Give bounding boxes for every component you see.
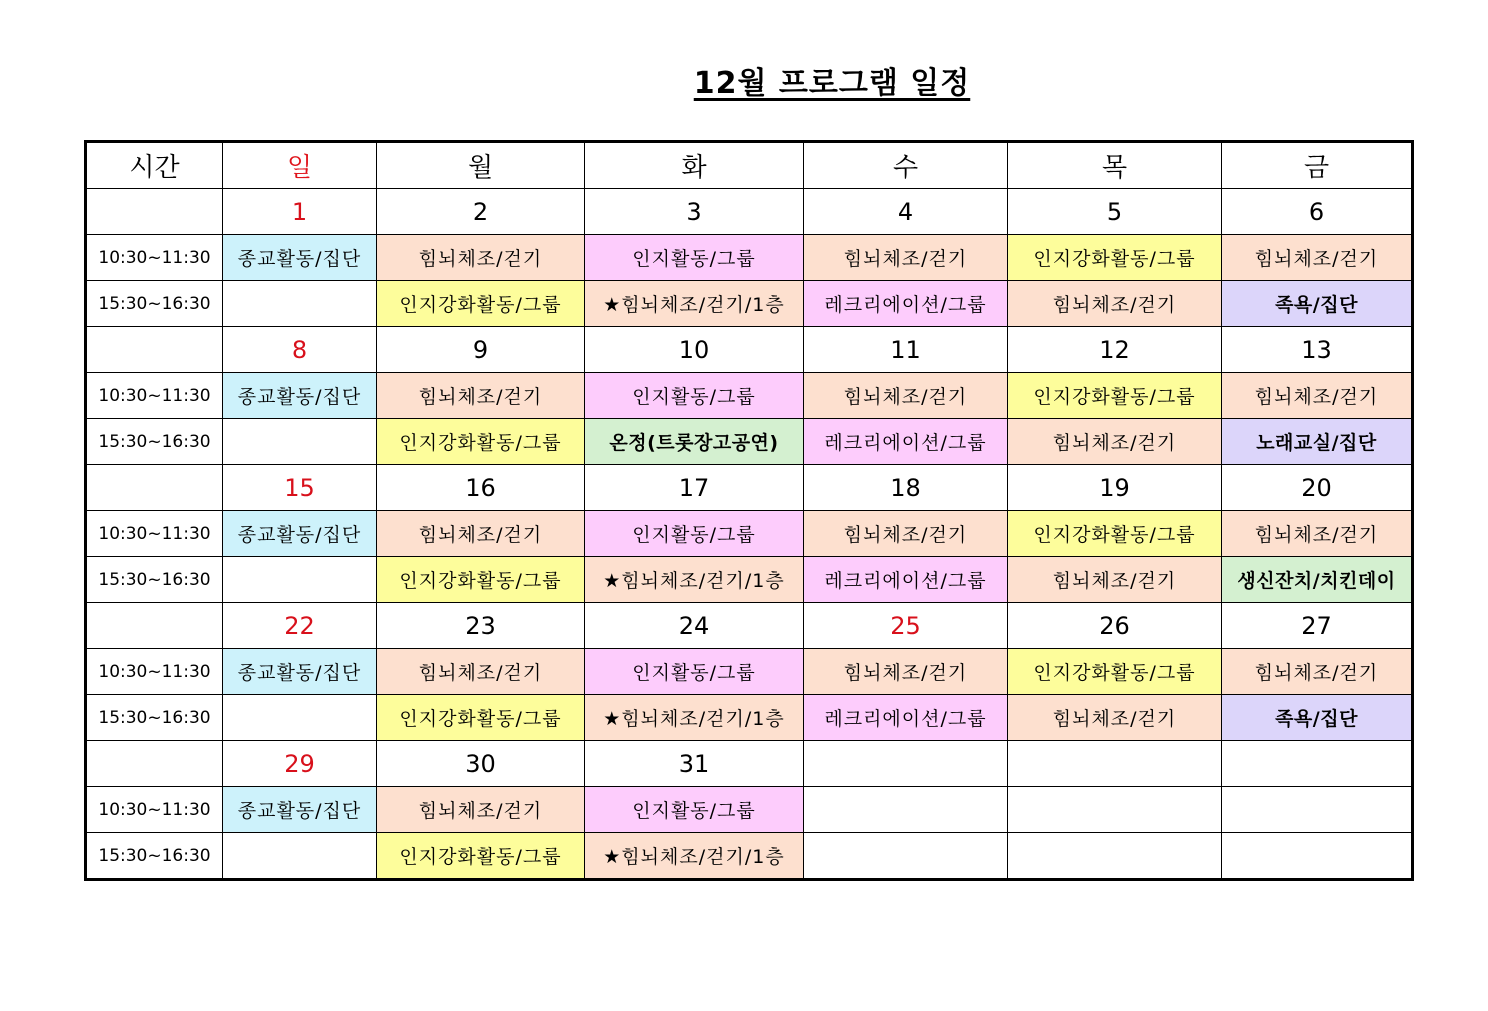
activity-cell: 종교활동/집단 xyxy=(223,373,377,419)
activity-cell xyxy=(223,419,377,465)
activity-cell: 종교활동/집단 xyxy=(223,649,377,695)
activity-cell: 힘뇌체조/걷기 xyxy=(804,649,1008,695)
activity-cell xyxy=(223,833,377,880)
date-cell: 12 xyxy=(1008,327,1222,373)
header-time: 시간 xyxy=(86,142,223,189)
date-cell: 5 xyxy=(1008,189,1222,235)
activity-cell: 인지활동/그룹 xyxy=(585,787,804,833)
activity-cell: 인지강화활동/그룹 xyxy=(1008,649,1222,695)
activity-cell: 종교활동/집단 xyxy=(223,511,377,557)
activity-cell: ★힘뇌체조/걷기/1층 xyxy=(585,695,804,741)
date-cell: 25 xyxy=(804,603,1008,649)
time-slot: 10:30~11:30 xyxy=(86,511,223,557)
date-cell: 13 xyxy=(1222,327,1413,373)
activity-row-pm xyxy=(86,281,1413,327)
date-cell: 15 xyxy=(223,465,377,511)
activity-cell xyxy=(1222,833,1413,880)
activity-cell: ★힘뇌체조/걷기/1층 xyxy=(585,557,804,603)
activity-cell: 인지강화활동/그룹 xyxy=(377,557,585,603)
activity-cell: ★힘뇌체조/걷기/1층 xyxy=(585,281,804,327)
activity-cell: 종교활동/집단 xyxy=(223,787,377,833)
date-cell: 11 xyxy=(804,327,1008,373)
activity-cell: 힘뇌체조/걷기 xyxy=(377,511,585,557)
date-row-time-blank xyxy=(86,741,223,787)
schedule-body xyxy=(86,142,1413,880)
activity-cell: 힘뇌체조/걷기 xyxy=(1222,235,1413,281)
activity-row-am xyxy=(86,235,1413,281)
header-mon: 월 xyxy=(377,142,585,189)
activity-cell xyxy=(804,787,1008,833)
date-cell: 30 xyxy=(377,741,585,787)
activity-cell: 인지강화활동/그룹 xyxy=(1008,373,1222,419)
activity-cell: 힘뇌체조/걷기 xyxy=(377,649,585,695)
schedule-table xyxy=(84,140,1414,881)
activity-cell: 힘뇌체조/걷기 xyxy=(1222,649,1413,695)
activity-cell: 힘뇌체조/걷기 xyxy=(1008,281,1222,327)
time-slot: 10:30~11:30 xyxy=(86,235,223,281)
activity-row-am xyxy=(86,511,1413,557)
header-sun: 일 xyxy=(223,142,377,189)
date-row xyxy=(86,741,1413,787)
activity-cell xyxy=(223,695,377,741)
time-slot: 10:30~11:30 xyxy=(86,649,223,695)
header-wed: 수 xyxy=(804,142,1008,189)
date-cell: 1 xyxy=(223,189,377,235)
date-cell: 19 xyxy=(1008,465,1222,511)
activity-cell: 힘뇌체조/걷기 xyxy=(1008,419,1222,465)
activity-cell: 힘뇌체조/걷기 xyxy=(1222,373,1413,419)
activity-cell: 노래교실/집단 xyxy=(1222,419,1413,465)
date-cell xyxy=(1222,741,1413,787)
date-cell: 22 xyxy=(223,603,377,649)
activity-cell: 인지활동/그룹 xyxy=(585,235,804,281)
date-cell: 18 xyxy=(804,465,1008,511)
date-cell: 3 xyxy=(585,189,804,235)
date-row-time-blank xyxy=(86,189,223,235)
date-row-time-blank xyxy=(86,465,223,511)
activity-cell: 힘뇌체조/걷기 xyxy=(377,787,585,833)
activity-cell: 생신잔치/치킨데이 xyxy=(1222,557,1413,603)
activity-cell: 인지강화활동/그룹 xyxy=(377,281,585,327)
activity-cell: ★힘뇌체조/걷기/1층 xyxy=(585,833,804,880)
date-cell xyxy=(804,741,1008,787)
header-thu: 목 xyxy=(1008,142,1222,189)
time-slot: 10:30~11:30 xyxy=(86,373,223,419)
activity-cell: 인지강화활동/그룹 xyxy=(377,695,585,741)
activity-cell: 인지강화활동/그룹 xyxy=(377,419,585,465)
activity-cell: 족욕/집단 xyxy=(1222,695,1413,741)
activity-row-pm xyxy=(86,833,1413,880)
activity-cell xyxy=(1222,787,1413,833)
activity-cell: 힘뇌체조/걷기 xyxy=(377,373,585,419)
date-cell: 26 xyxy=(1008,603,1222,649)
activity-cell xyxy=(1008,833,1222,880)
activity-cell: 레크리에이션/그룹 xyxy=(804,281,1008,327)
date-row xyxy=(86,189,1413,235)
activity-cell: 힘뇌체조/걷기 xyxy=(377,235,585,281)
activity-cell xyxy=(1008,787,1222,833)
activity-cell: 힘뇌체조/걷기 xyxy=(804,511,1008,557)
activity-row-am xyxy=(86,649,1413,695)
activity-row-am xyxy=(86,787,1413,833)
activity-row-am xyxy=(86,373,1413,419)
activity-cell: 힘뇌체조/걷기 xyxy=(1008,557,1222,603)
date-row xyxy=(86,327,1413,373)
date-cell: 8 xyxy=(223,327,377,373)
date-cell: 6 xyxy=(1222,189,1413,235)
date-cell: 20 xyxy=(1222,465,1413,511)
time-slot: 15:30~16:30 xyxy=(86,281,223,327)
activity-cell: 인지강화활동/그룹 xyxy=(377,833,585,880)
activity-cell xyxy=(223,281,377,327)
page-title-wrap xyxy=(0,58,1488,101)
activity-cell: 종교활동/집단 xyxy=(223,235,377,281)
activity-cell: 인지활동/그룹 xyxy=(585,511,804,557)
date-cell: 17 xyxy=(585,465,804,511)
activity-cell: 인지활동/그룹 xyxy=(585,649,804,695)
activity-cell: 힘뇌체조/걷기 xyxy=(804,235,1008,281)
date-cell: 10 xyxy=(585,327,804,373)
time-slot: 10:30~11:30 xyxy=(86,787,223,833)
date-cell: 24 xyxy=(585,603,804,649)
activity-row-pm xyxy=(86,695,1413,741)
time-slot: 15:30~16:30 xyxy=(86,419,223,465)
date-row xyxy=(86,465,1413,511)
header-row xyxy=(86,142,1413,189)
time-slot: 15:30~16:30 xyxy=(86,557,223,603)
activity-cell xyxy=(804,833,1008,880)
activity-cell: 인지활동/그룹 xyxy=(585,373,804,419)
activity-cell: 족욕/집단 xyxy=(1222,281,1413,327)
date-cell: 16 xyxy=(377,465,585,511)
page-title: 12월 프로그램 일정 xyxy=(693,66,971,101)
activity-cell: 레크리에이션/그룹 xyxy=(804,419,1008,465)
activity-cell: 인지강화활동/그룹 xyxy=(1008,235,1222,281)
date-cell: 4 xyxy=(804,189,1008,235)
date-cell: 9 xyxy=(377,327,585,373)
date-cell: 23 xyxy=(377,603,585,649)
date-cell: 27 xyxy=(1222,603,1413,649)
date-cell: 31 xyxy=(585,741,804,787)
date-cell: 29 xyxy=(223,741,377,787)
activity-cell: 레크리에이션/그룹 xyxy=(804,695,1008,741)
header-fri: 금 xyxy=(1222,142,1413,189)
activity-cell: 힘뇌체조/걷기 xyxy=(804,373,1008,419)
date-cell xyxy=(1008,741,1222,787)
activity-cell: 인지강화활동/그룹 xyxy=(1008,511,1222,557)
activity-cell: 온정(트롯장고공연) xyxy=(585,419,804,465)
activity-row-pm xyxy=(86,419,1413,465)
date-row-time-blank xyxy=(86,327,223,373)
date-row-time-blank xyxy=(86,603,223,649)
date-row xyxy=(86,603,1413,649)
activity-cell xyxy=(223,557,377,603)
header-tue: 화 xyxy=(585,142,804,189)
activity-row-pm xyxy=(86,557,1413,603)
date-cell: 2 xyxy=(377,189,585,235)
activity-cell: 힘뇌체조/걷기 xyxy=(1008,695,1222,741)
activity-cell: 힘뇌체조/걷기 xyxy=(1222,511,1413,557)
time-slot: 15:30~16:30 xyxy=(86,695,223,741)
activity-cell: 레크리에이션/그룹 xyxy=(804,557,1008,603)
time-slot: 15:30~16:30 xyxy=(86,833,223,880)
